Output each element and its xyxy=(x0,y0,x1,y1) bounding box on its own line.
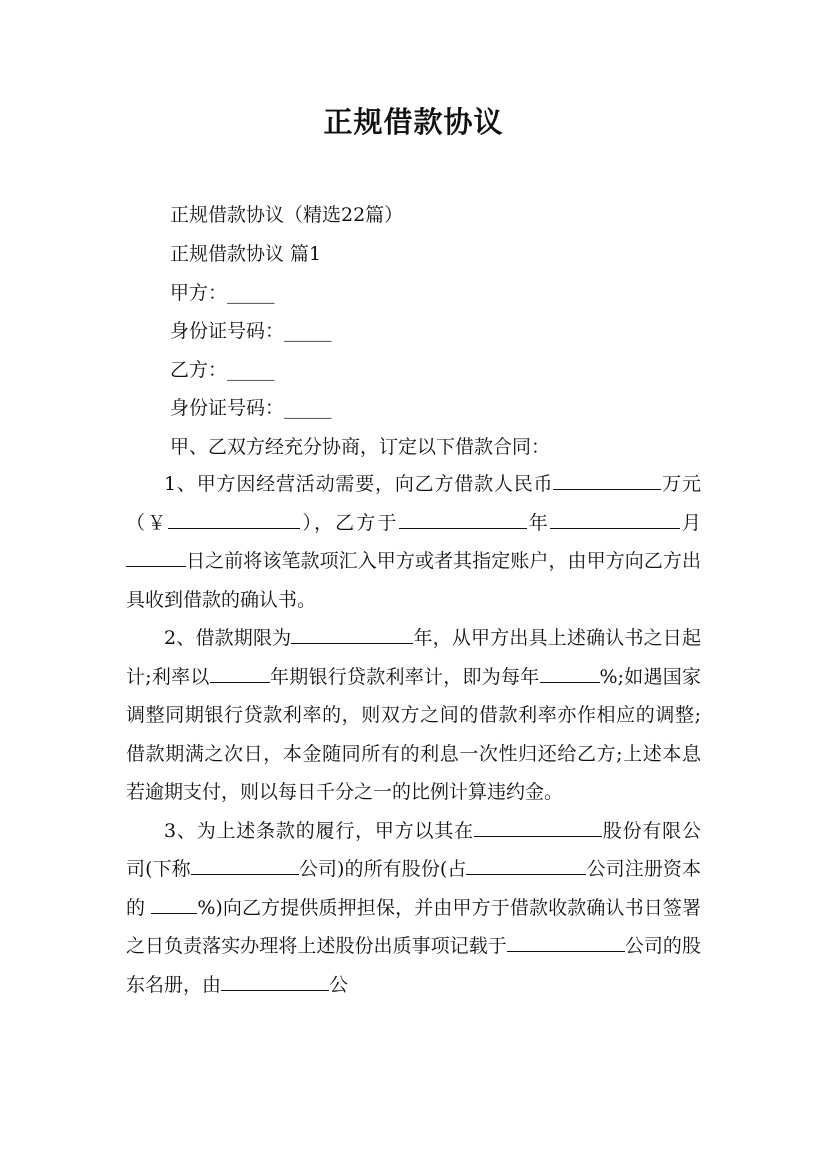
clause-2: 2、借款期限为 年，从甲方出具上述确认书之日起计;利率以 年期银行贷款利率计，即为每年 %;如遇国家调整同期银行贷款利率的，则双方之间的借款利率亦作相应的调整;借款期满之次日，本金随同所有的利息一次性归还给乙方;上述本息若逾期支付，则以每日千分之一的比例计算违约金。 xyxy=(126,627,701,803)
blank-field xyxy=(126,549,186,567)
chapter-heading: 正规借款协议 篇1 xyxy=(170,243,322,265)
blank-field xyxy=(474,819,602,837)
blank-field xyxy=(466,857,586,875)
blank-field xyxy=(291,626,413,644)
intro-line: 甲、乙双方经充分协商，订定以下借款合同： xyxy=(170,436,551,458)
party-b-line: 乙方：_____ xyxy=(170,359,275,381)
blank-field xyxy=(168,511,300,529)
blank-field xyxy=(191,857,299,875)
blank-field xyxy=(540,665,600,683)
clause-3: 3、为上述条款的履行，甲方以其在 股份有限公司(下称 公司)的所有股份(占 公司注册资本的 %)向乙方提供质押担保，并由甲方于借款收款确认书日签署之日负责落实办理将上述股份出质事项记载于 公司的股东名册，由 公 xyxy=(126,819,702,996)
clause-1: 1、甲方因经营活动需要，向乙方借款人民币 万元（￥ ），乙方于 年 月日之前将该笔款项汇入甲方或者其指定账户，由甲方向乙方出具收到借款的确认书。 xyxy=(126,473,701,611)
party-a-line: 甲方：_____ xyxy=(170,282,275,304)
blank-field xyxy=(399,511,527,529)
party-b-id-line: 身份证号码：_____ xyxy=(170,397,332,419)
document-subtitle: 正规借款协议（精选22篇） xyxy=(170,204,404,226)
document-title: 正规借款协议 xyxy=(323,105,504,139)
blank-field xyxy=(553,472,661,490)
clauses xyxy=(126,465,701,1004)
party-a-id-line: 身份证号码：_____ xyxy=(170,320,332,342)
blank-field xyxy=(550,511,680,529)
blank-field xyxy=(210,665,270,683)
blank-field xyxy=(507,934,625,952)
blank-field xyxy=(221,973,329,991)
blank-field xyxy=(151,896,197,914)
